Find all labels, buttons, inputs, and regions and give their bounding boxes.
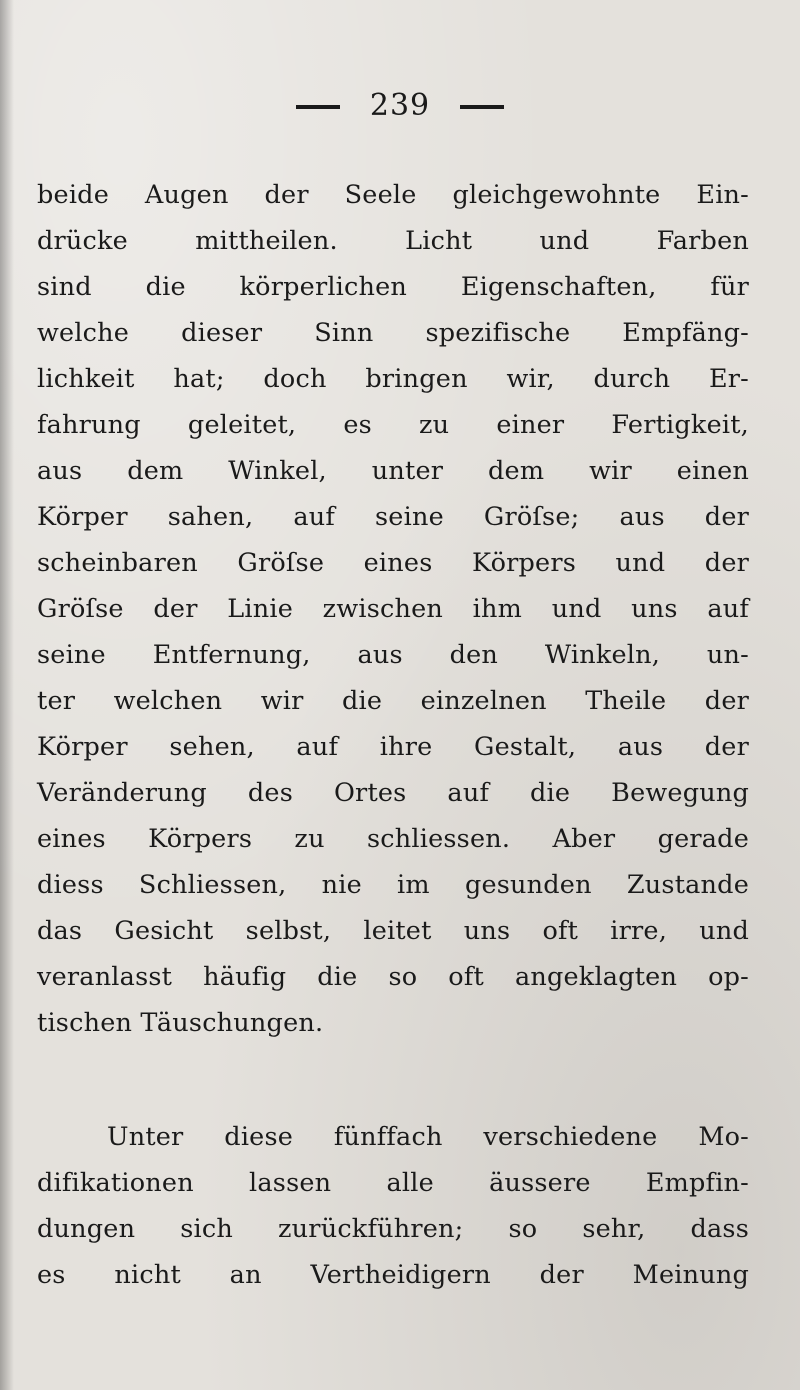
text-line: Körper sahen, auf seine Gröſse; aus der	[37, 502, 749, 532]
text-line: diess Schliessen, nie im gesunden Zustande	[37, 870, 749, 900]
text-line: tischen Täuschungen.	[37, 1008, 324, 1038]
text-line: sind die körperlichen Eigenschaften, für	[37, 272, 749, 302]
text-line: das Gesicht selbst, leitet uns oft irre, und	[37, 916, 749, 946]
paragraph-1	[37, 172, 749, 1046]
text-line: ter welchen wir die einzelnen Theile der	[37, 686, 749, 716]
text-line: Körper sehen, auf ihre Gestalt, aus der	[37, 732, 749, 762]
text-line: drücke mittheilen. Licht und Farben	[37, 226, 749, 256]
page-edge-shadow	[0, 0, 14, 1390]
body-text	[37, 172, 749, 1298]
text-line: lichkeit hat; doch bringen wir, durch Er-	[37, 364, 749, 394]
paragraph-2	[37, 1114, 749, 1298]
text-line: beide Augen der Seele gleichgewohnte Ein-	[37, 180, 749, 210]
text-line: fahrung geleitet, es zu einer Fertigkeit,	[37, 410, 749, 440]
page-number: 239	[369, 88, 431, 123]
page-header	[0, 88, 800, 123]
text-line: difikationen lassen alle äussere Empfin-	[37, 1168, 749, 1198]
text-line: Veränderung des Ortes auf die Bewegung	[37, 778, 749, 808]
text-line: Unter diese fünffach verschiedene Mo-	[107, 1122, 749, 1152]
text-line: veranlasst häufig die so oft angeklagten op-	[37, 962, 749, 992]
text-line: scheinbaren Gröſse eines Körpers und der	[37, 548, 749, 578]
header-dash-right	[460, 105, 504, 109]
text-line: Gröſse der Linie zwischen ihm und uns auf	[37, 594, 749, 624]
paragraph-gap	[37, 1046, 749, 1114]
text-line: eines Körpers zu schliessen. Aber gerade	[37, 824, 749, 854]
text-line: dungen sich zurückführen; so sehr, dass	[37, 1214, 749, 1244]
text-line: es nicht an Vertheidigern der Meinung	[37, 1260, 749, 1290]
text-line: aus dem Winkel, unter dem wir einen	[37, 456, 749, 486]
text-line: seine Entfernung, aus den Winkeln, un-	[37, 640, 749, 670]
text-line: welche dieser Sinn spezifische Empfäng-	[37, 318, 749, 348]
header-dash-left	[296, 105, 340, 109]
